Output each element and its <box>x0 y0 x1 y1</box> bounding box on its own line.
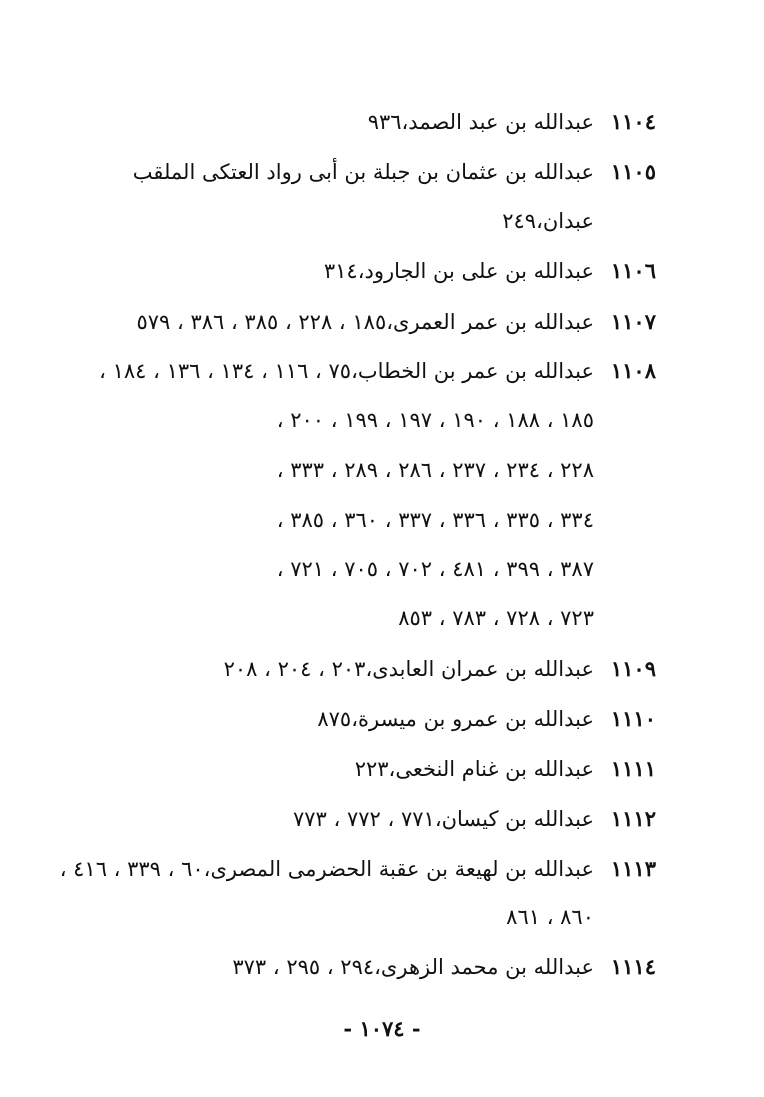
entry-text: عبدالله بن غنام النخعى،٢٢٣ <box>354 757 594 781</box>
page-number: - ١٠٧٤ - <box>343 1016 421 1041</box>
entry-text: عبدالله بن عمر بن الخطاب،٧٥ ، ١١٦ ، ١٣٤ ، ١٣٦ ، ١٨٤ ، <box>99 359 594 383</box>
entry-1108 <box>99 357 656 385</box>
entry-1108-continuation-5 <box>398 604 594 632</box>
entry-text: ٣٣٤ ، ٣٣٥ ، ٣٣٦ ، ٣٣٧ ، ٣٦٠ ، ٣٨٥ ، <box>276 508 594 532</box>
entry-number: ١١١٣ <box>610 856 656 881</box>
entry-1105 <box>133 158 656 186</box>
entry-text: عبدالله بن لهيعة بن عقبة الحضرمى المصرى،٦٠ ، ٣٣٩ ، ٤١٦ ، <box>59 857 594 881</box>
entry-text: ٢٢٨ ، ٢٣٤ ، ٢٣٧ ، ٢٨٦ ، ٢٨٩ ، ٣٣٣ ، <box>276 458 594 482</box>
entry-number: ١١١٢ <box>610 806 656 831</box>
entry-number: ١١٠٨ <box>610 358 656 383</box>
entry-text: ٨٦٠ ، ٨٦١ <box>506 905 594 929</box>
entry-1104 <box>368 108 656 136</box>
entry-text: ٧٢٣ ، ٧٢٨ ، ٧٨٣ ، ٨٥٣ <box>398 606 594 630</box>
entry-number: ١١١٠ <box>610 706 656 731</box>
entry-text: عبدالله بن عمرو بن ميسرة،٨٧٥ <box>317 707 594 731</box>
entry-text: عبدالله بن عمران العابدى،٢٠٣ ، ٢٠٤ ، ٢٠٨ <box>223 657 594 681</box>
entry-number: ١١٠٧ <box>610 309 656 334</box>
entry-1113-continuation <box>506 903 594 931</box>
entry-number: ١١٠٦ <box>610 258 656 283</box>
entry-text: عبدالله بن عثمان بن جبلة بن أبى رواد العتكى الملقب <box>132 160 594 184</box>
entry-number: ١١٠٩ <box>610 656 656 681</box>
entry-1111 <box>355 755 656 783</box>
entry-1107 <box>136 308 656 336</box>
entry-1108-continuation-1 <box>277 406 594 434</box>
entry-1108-continuation-4 <box>277 555 594 583</box>
entry-number: ١١١٤ <box>610 954 656 979</box>
entry-text: عبدان،٢٤٩ <box>502 209 594 233</box>
entry-number: ١١٠٥ <box>610 159 656 184</box>
entry-1105-continuation <box>502 207 594 235</box>
entry-text: عبدالله بن على بن الجارود،٣١٤ <box>323 259 594 283</box>
entry-text: ١٨٥ ، ١٨٨ ، ١٩٠ ، ١٩٧ ، ١٩٩ ، ٢٠٠ ، <box>276 408 594 432</box>
entry-1114 <box>232 953 656 981</box>
entry-text: عبدالله بن عبد الصمد،٩٣٦ <box>367 110 594 134</box>
entry-1113 <box>60 855 656 883</box>
entry-text: عبدالله بن محمد الزهرى،٢٩٤ ، ٢٩٥ ، ٣٧٣ <box>232 955 594 979</box>
entry-text: ٣٨٧ ، ٣٩٩ ، ٤٨١ ، ٧٠٢ ، ٧٠٥ ، ٧٢١ ، <box>276 557 594 581</box>
entry-1108-continuation-3 <box>277 506 594 534</box>
entry-text: عبدالله بن كيسان،٧٧١ ، ٧٧٢ ، ٧٧٣ <box>293 807 594 831</box>
entry-number: ١١١١ <box>610 756 656 781</box>
entry-1110 <box>317 705 656 733</box>
entry-1109 <box>224 655 656 683</box>
entry-1108-continuation-2 <box>277 456 594 484</box>
entry-number: ١١٠٤ <box>610 109 656 134</box>
entry-text: عبدالله بن عمر العمرى،١٨٥ ، ٢٢٨ ، ٣٨٥ ، ٣٨٦ ، ٥٧٩ <box>136 310 594 334</box>
entry-1106 <box>324 257 656 285</box>
entry-1112 <box>293 805 656 833</box>
